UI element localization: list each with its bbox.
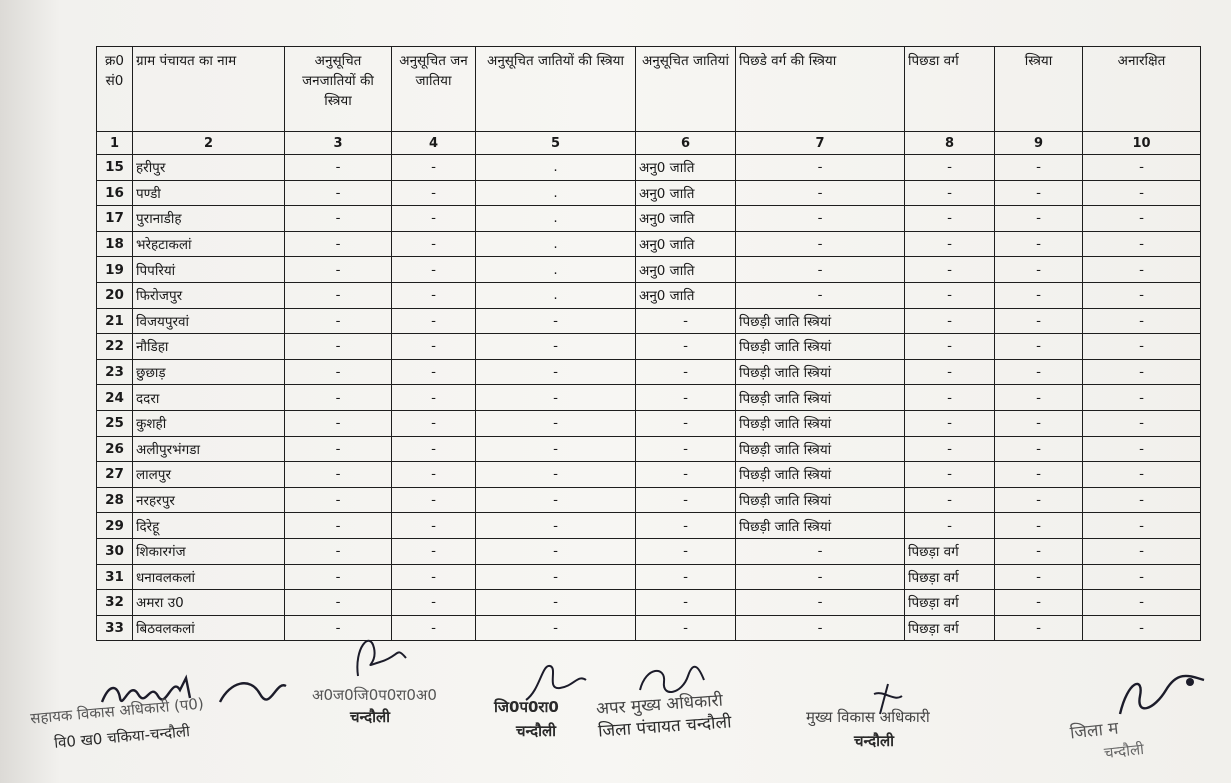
- panchayat-name: विजयपुरवां: [133, 308, 285, 334]
- obc-women-cell: पिछड़ी जाति स्त्रियां: [736, 410, 905, 436]
- serial-number: 16: [97, 180, 133, 206]
- serial-number: 19: [97, 257, 133, 283]
- women-cell: -: [995, 231, 1083, 257]
- sc-cell: अनु0 जाति: [636, 282, 736, 308]
- st-cell: -: [392, 487, 476, 513]
- obc-women-cell: पिछड़ी जाति स्त्रियां: [736, 385, 905, 411]
- header-unreserved: अनारक्षित: [1083, 47, 1201, 132]
- column-number: 4: [392, 132, 476, 155]
- panchayat-name: पिपरियां: [133, 257, 285, 283]
- obc-cell: -: [905, 231, 995, 257]
- signature-scrawl-2: [340, 628, 410, 678]
- panchayat-name: अमरा उ0: [133, 590, 285, 616]
- st-cell: -: [392, 410, 476, 436]
- serial-number: 32: [97, 590, 133, 616]
- obc-cell: पिछड़ा वर्ग: [905, 538, 995, 564]
- st-women-cell: -: [285, 282, 392, 308]
- unreserved-cell: -: [1083, 436, 1201, 462]
- sc-women-cell: .: [476, 206, 636, 232]
- unreserved-cell: -: [1083, 615, 1201, 641]
- sc-cell: अनु0 जाति: [636, 257, 736, 283]
- signature-designation: अ0ज0जि0प0रा0अ0: [312, 686, 437, 704]
- women-cell: -: [995, 334, 1083, 360]
- unreserved-cell: -: [1083, 487, 1201, 513]
- st-cell: -: [392, 564, 476, 590]
- panchayat-name: धनावलकलां: [133, 564, 285, 590]
- st-women-cell: -: [285, 487, 392, 513]
- women-cell: -: [995, 590, 1083, 616]
- serial-number: 15: [97, 155, 133, 181]
- obc-cell: -: [905, 410, 995, 436]
- header-st-women: अनुसूचित जनजातियों की स्त्रिया: [285, 47, 392, 132]
- column-number: 10: [1083, 132, 1201, 155]
- header-panchayat-name: ग्राम पंचायत का नाम: [133, 47, 285, 132]
- st-women-cell: -: [285, 538, 392, 564]
- column-number: 8: [905, 132, 995, 155]
- table-row: [97, 282, 1201, 308]
- serial-number: 30: [97, 538, 133, 564]
- unreserved-cell: -: [1083, 462, 1201, 488]
- column-number: 1: [97, 132, 133, 155]
- sc-women-cell: -: [476, 564, 636, 590]
- signature-office: वि0 ख0 चकिया-चन्दौली: [53, 722, 191, 752]
- unreserved-cell: -: [1083, 359, 1201, 385]
- women-cell: -: [995, 538, 1083, 564]
- st-women-cell: -: [285, 564, 392, 590]
- sc-women-cell: -: [476, 410, 636, 436]
- obc-cell: पिछड़ा वर्ग: [905, 615, 995, 641]
- sc-cell: अनु0 जाति: [636, 180, 736, 206]
- sc-women-cell: .: [476, 231, 636, 257]
- sc-women-cell: .: [476, 155, 636, 181]
- serial-number: 22: [97, 334, 133, 360]
- sc-cell: -: [636, 385, 736, 411]
- women-cell: -: [995, 282, 1083, 308]
- obc-women-cell: पिछड़ी जाति स्त्रियां: [736, 308, 905, 334]
- sc-cell: -: [636, 359, 736, 385]
- panchayat-name: हरीपुर: [133, 155, 285, 181]
- serial-number: 20: [97, 282, 133, 308]
- serial-number: 29: [97, 513, 133, 539]
- obc-cell: -: [905, 462, 995, 488]
- serial-number: 17: [97, 206, 133, 232]
- panchayat-name: लालपुर: [133, 462, 285, 488]
- signature-designation: जिला म: [1069, 718, 1120, 744]
- panchayat-name: कुशही: [133, 410, 285, 436]
- women-cell: -: [995, 564, 1083, 590]
- unreserved-cell: -: [1083, 282, 1201, 308]
- obc-cell: -: [905, 155, 995, 181]
- header-obc-women: पिछडे वर्ग की स्त्रिया: [736, 47, 905, 132]
- st-women-cell: -: [285, 385, 392, 411]
- sc-cell: -: [636, 564, 736, 590]
- st-women-cell: -: [285, 410, 392, 436]
- panchayat-name: पण्डी: [133, 180, 285, 206]
- serial-number: 21: [97, 308, 133, 334]
- women-cell: -: [995, 462, 1083, 488]
- women-cell: -: [995, 308, 1083, 334]
- header-serial: क्र0 सं0: [97, 47, 133, 132]
- serial-number: 23: [97, 359, 133, 385]
- header-obc: पिछडा वर्ग: [905, 47, 995, 132]
- sc-cell: -: [636, 436, 736, 462]
- column-number: 2: [133, 132, 285, 155]
- signature-office: चन्दौली: [854, 732, 895, 750]
- st-cell: -: [392, 206, 476, 232]
- table-row: [97, 385, 1201, 411]
- sc-women-cell: -: [476, 436, 636, 462]
- obc-women-cell: पिछड़ी जाति स्त्रियां: [736, 487, 905, 513]
- sc-cell: -: [636, 513, 736, 539]
- obc-cell: -: [905, 257, 995, 283]
- signature-office: जिला पंचायत चन्दौली: [597, 712, 733, 742]
- column-number: 7: [736, 132, 905, 155]
- unreserved-cell: -: [1083, 590, 1201, 616]
- obc-cell: -: [905, 513, 995, 539]
- sc-cell: अनु0 जाति: [636, 231, 736, 257]
- table-row: [97, 359, 1201, 385]
- sc-cell: -: [636, 410, 736, 436]
- column-number: 3: [285, 132, 392, 155]
- st-women-cell: -: [285, 257, 392, 283]
- st-women-cell: -: [285, 436, 392, 462]
- st-women-cell: -: [285, 155, 392, 181]
- unreserved-cell: -: [1083, 410, 1201, 436]
- table-row: [97, 487, 1201, 513]
- table-row: [97, 615, 1201, 641]
- unreserved-cell: -: [1083, 308, 1201, 334]
- obc-cell: -: [905, 206, 995, 232]
- obc-cell: -: [905, 385, 995, 411]
- women-cell: -: [995, 615, 1083, 641]
- table-row: [97, 180, 1201, 206]
- signature-designation: अपर मुख्य अधिकारी: [595, 690, 724, 720]
- sc-cell: -: [636, 487, 736, 513]
- signature-designation: सहायक विकास अधिकारी (प0): [29, 694, 205, 728]
- sc-women-cell: -: [476, 590, 636, 616]
- table-row: [97, 410, 1201, 436]
- obc-cell: -: [905, 436, 995, 462]
- obc-women-cell: -: [736, 538, 905, 564]
- sc-women-cell: .: [476, 282, 636, 308]
- header-women: स्त्रिया: [995, 47, 1083, 132]
- signature-office: चन्दौली: [516, 722, 557, 740]
- women-cell: -: [995, 180, 1083, 206]
- serial-number: 24: [97, 385, 133, 411]
- panchayat-name: अलीपुरभंगडा: [133, 436, 285, 462]
- st-women-cell: -: [285, 615, 392, 641]
- obc-cell: -: [905, 487, 995, 513]
- panchayat-name: नौडिहा: [133, 334, 285, 360]
- obc-women-cell: पिछड़ी जाति स्त्रियां: [736, 334, 905, 360]
- table-row: [97, 308, 1201, 334]
- table-row: [97, 231, 1201, 257]
- obc-women-cell: पिछड़ी जाति स्त्रियां: [736, 436, 905, 462]
- st-cell: -: [392, 385, 476, 411]
- sc-cell: -: [636, 590, 736, 616]
- unreserved-cell: -: [1083, 564, 1201, 590]
- sc-women-cell: -: [476, 615, 636, 641]
- st-cell: -: [392, 436, 476, 462]
- st-cell: -: [392, 231, 476, 257]
- header-st: अनुसूचित जन जातिया: [392, 47, 476, 132]
- panchayat-name: ददरा: [133, 385, 285, 411]
- header-sc-women: अनुसूचित जातियों की स्त्रिया: [476, 47, 636, 132]
- signature-designation: जि0प0रा0: [494, 698, 559, 716]
- serial-number: 26: [97, 436, 133, 462]
- sc-women-cell: -: [476, 334, 636, 360]
- serial-number: 18: [97, 231, 133, 257]
- obc-cell: -: [905, 359, 995, 385]
- unreserved-cell: -: [1083, 257, 1201, 283]
- unreserved-cell: -: [1083, 334, 1201, 360]
- sc-cell: -: [636, 538, 736, 564]
- obc-cell: -: [905, 334, 995, 360]
- column-number: 5: [476, 132, 636, 155]
- signature-office: चन्दौली: [350, 708, 391, 726]
- sc-women-cell: -: [476, 385, 636, 411]
- sc-women-cell: -: [476, 359, 636, 385]
- unreserved-cell: -: [1083, 538, 1201, 564]
- sc-women-cell: -: [476, 462, 636, 488]
- table-row: [97, 155, 1201, 181]
- panchayat-name: शिकारगंज: [133, 538, 285, 564]
- sc-cell: -: [636, 615, 736, 641]
- unreserved-cell: -: [1083, 231, 1201, 257]
- column-number: 9: [995, 132, 1083, 155]
- st-cell: -: [392, 462, 476, 488]
- st-women-cell: -: [285, 334, 392, 360]
- column-number-row: [97, 132, 1201, 155]
- panchayat-name: बिठवलकलां: [133, 615, 285, 641]
- reservation-table: [96, 46, 1201, 641]
- st-women-cell: -: [285, 180, 392, 206]
- st-women-cell: -: [285, 462, 392, 488]
- women-cell: -: [995, 513, 1083, 539]
- table-row: [97, 436, 1201, 462]
- sc-cell: -: [636, 462, 736, 488]
- panchayat-name: भरेहटाकलां: [133, 231, 285, 257]
- sc-women-cell: -: [476, 538, 636, 564]
- st-cell: -: [392, 615, 476, 641]
- st-women-cell: -: [285, 231, 392, 257]
- serial-number: 33: [97, 615, 133, 641]
- obc-women-cell: -: [736, 231, 905, 257]
- sc-women-cell: -: [476, 513, 636, 539]
- table-row: [97, 513, 1201, 539]
- signature-designation: मुख्य विकास अधिकारी: [806, 708, 930, 726]
- sc-women-cell: -: [476, 487, 636, 513]
- st-cell: -: [392, 282, 476, 308]
- st-cell: -: [392, 590, 476, 616]
- st-women-cell: -: [285, 513, 392, 539]
- panchayat-name: दिरेहू: [133, 513, 285, 539]
- obc-cell: -: [905, 282, 995, 308]
- st-cell: -: [392, 257, 476, 283]
- women-cell: -: [995, 257, 1083, 283]
- women-cell: -: [995, 385, 1083, 411]
- obc-women-cell: -: [736, 590, 905, 616]
- unreserved-cell: -: [1083, 155, 1201, 181]
- obc-women-cell: -: [736, 206, 905, 232]
- panchayat-name: छुछाड़: [133, 359, 285, 385]
- column-number: 6: [636, 132, 736, 155]
- obc-cell: पिछड़ा वर्ग: [905, 564, 995, 590]
- panchayat-name: पुरानाडीह: [133, 206, 285, 232]
- st-cell: -: [392, 538, 476, 564]
- obc-cell: -: [905, 308, 995, 334]
- women-cell: -: [995, 487, 1083, 513]
- panchayat-name: नरहरपुर: [133, 487, 285, 513]
- table-row: [97, 564, 1201, 590]
- sc-cell: अनु0 जाति: [636, 206, 736, 232]
- table-row: [97, 462, 1201, 488]
- sc-cell: अनु0 जाति: [636, 155, 736, 181]
- unreserved-cell: -: [1083, 385, 1201, 411]
- table-row: [97, 334, 1201, 360]
- obc-cell: -: [905, 180, 995, 206]
- women-cell: -: [995, 436, 1083, 462]
- header-sc: अनुसूचित जातियां: [636, 47, 736, 132]
- st-cell: -: [392, 334, 476, 360]
- sc-women-cell: .: [476, 257, 636, 283]
- st-women-cell: -: [285, 206, 392, 232]
- serial-number: 27: [97, 462, 133, 488]
- panchayat-name: फिरोजपुर: [133, 282, 285, 308]
- women-cell: -: [995, 155, 1083, 181]
- obc-women-cell: -: [736, 257, 905, 283]
- signature-scrawl-6: [1110, 670, 1210, 720]
- st-women-cell: -: [285, 590, 392, 616]
- sc-cell: -: [636, 334, 736, 360]
- table-row: [97, 538, 1201, 564]
- st-cell: -: [392, 308, 476, 334]
- table-body: [97, 155, 1201, 641]
- obc-women-cell: -: [736, 615, 905, 641]
- sc-women-cell: -: [476, 308, 636, 334]
- st-cell: -: [392, 359, 476, 385]
- unreserved-cell: -: [1083, 513, 1201, 539]
- st-cell: -: [392, 155, 476, 181]
- serial-number: 25: [97, 410, 133, 436]
- table-row: [97, 257, 1201, 283]
- unreserved-cell: -: [1083, 206, 1201, 232]
- obc-women-cell: -: [736, 282, 905, 308]
- sc-cell: -: [636, 308, 736, 334]
- women-cell: -: [995, 410, 1083, 436]
- obc-women-cell: -: [736, 564, 905, 590]
- unreserved-cell: -: [1083, 180, 1201, 206]
- table-row: [97, 206, 1201, 232]
- sc-women-cell: .: [476, 180, 636, 206]
- obc-cell: पिछड़ा वर्ग: [905, 590, 995, 616]
- serial-number: 31: [97, 564, 133, 590]
- obc-women-cell: -: [736, 155, 905, 181]
- obc-women-cell: पिछड़ी जाति स्त्रियां: [736, 359, 905, 385]
- st-women-cell: -: [285, 308, 392, 334]
- obc-women-cell: पिछड़ी जाति स्त्रियां: [736, 462, 905, 488]
- obc-women-cell: -: [736, 180, 905, 206]
- women-cell: -: [995, 359, 1083, 385]
- obc-women-cell: पिछड़ी जाति स्त्रियां: [736, 513, 905, 539]
- serial-number: 28: [97, 487, 133, 513]
- st-women-cell: -: [285, 359, 392, 385]
- st-cell: -: [392, 513, 476, 539]
- table-row: [97, 590, 1201, 616]
- women-cell: -: [995, 206, 1083, 232]
- st-cell: -: [392, 180, 476, 206]
- signature-office: चन्दौली: [1103, 739, 1145, 763]
- header-row: [97, 47, 1201, 132]
